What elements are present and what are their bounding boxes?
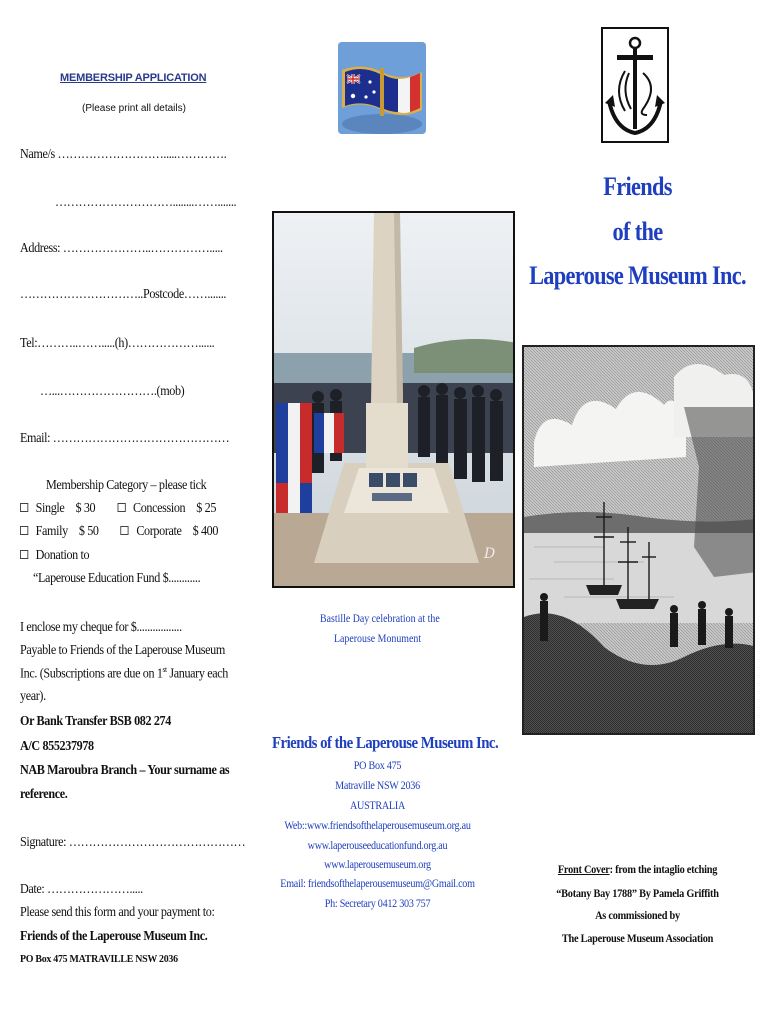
payable-line-1: Payable to Friends of the Laperouse Museum (20, 642, 225, 657)
cover-credit-line-2: “Botany Bay 1788” By Pamela Griffith (556, 886, 719, 900)
cover-title-line-3: Laperouse Museum Inc. (529, 261, 746, 290)
category-heading: Membership Category – please tick (46, 477, 207, 492)
photo-caption-line-2: Laperouse Monument (334, 633, 422, 645)
postcode-field-line: …………………………..Postcode……....... (20, 286, 227, 301)
address-field-line: Address: …………………..……………..... (20, 240, 223, 255)
contact-museum-link[interactable]: www.laperousemuseum.org (324, 859, 431, 871)
cheque-line: I enclose my cheque for $................. (20, 619, 182, 634)
contact-fund-link[interactable]: www.laperouseeducationfund.org.au (307, 840, 448, 852)
checkbox-icon[interactable] (117, 503, 125, 512)
payable-line-3: year). (20, 688, 46, 703)
category-corporate-price: $ 400 (192, 523, 219, 538)
flags-pin-image (338, 42, 426, 134)
bank-line-2: A/C 855237978 (20, 738, 94, 753)
contact-panel (250, 0, 505, 1024)
cover-title-line-2: of the (612, 217, 663, 246)
category-row-2 (20, 523, 218, 539)
svg-text:D: D (484, 546, 496, 562)
category-family-label: Family (35, 523, 68, 538)
send-instruction: Please send this form and your payment to: (20, 904, 215, 919)
contact-po-box: PO Box 475 (353, 760, 402, 772)
name-field-line-1: Name/s ……………………….....…………. (20, 146, 227, 161)
checkbox-icon[interactable] (20, 503, 28, 512)
cover-credit-line-1-text: : from the intaglio etching (609, 862, 718, 876)
cover-panel (505, 0, 770, 1024)
form-title: MEMBERSHIP APPLICATION (60, 72, 207, 84)
org-heading: Friends of the Laperouse Museum Inc. (272, 733, 499, 752)
contact-country: AUSTRALIA (350, 800, 405, 812)
name-field-line-2: …………………………........……....... (55, 194, 237, 209)
payable-line-2-tail: January each (166, 665, 228, 681)
checkbox-icon[interactable] (20, 526, 28, 535)
monument-photo-image (274, 213, 515, 588)
monument-photo (272, 211, 515, 588)
donation-fund-line: “Laperouse Education Fund $............ (33, 570, 201, 585)
checkbox-icon[interactable] (121, 526, 129, 535)
payable-line-2-text: Inc. (Subscriptions are due on 1 (20, 665, 163, 681)
date-field-line: Date: …………………..... (20, 881, 143, 896)
tel-home-field-line: Tel:………..…….....(h)………………...... (20, 335, 215, 350)
payable-line-2 (20, 665, 228, 681)
send-organisation: Friends of the Laperouse Museum Inc. (20, 928, 208, 943)
flags-pin-icon (338, 42, 426, 134)
tel-mobile-field-line: …...…………………….(mob) (40, 383, 185, 398)
anchor-logo-image (603, 29, 667, 141)
send-address: PO Box 475 MATRAVILLE NSW 2036 (20, 953, 178, 965)
cover-credit-line-1 (524, 862, 752, 877)
checkbox-icon[interactable] (20, 550, 28, 559)
bank-line-3: NAB Maroubra Branch – Your surname as (20, 762, 230, 777)
category-family-price: $ 50 (78, 523, 99, 538)
cover-title-line-1: Friends (603, 172, 672, 201)
category-row-1 (20, 500, 216, 516)
category-row-donation (20, 547, 89, 563)
form-subtitle: (Please print all details) (82, 103, 186, 114)
cover-credit-line-4: The Laperouse Museum Association (561, 931, 714, 945)
bank-line-1: Or Bank Transfer BSB 082 274 (20, 713, 171, 728)
category-concession-label: Concession (132, 500, 186, 515)
category-corporate-label: Corporate (136, 523, 182, 538)
membership-form-panel (0, 0, 250, 1024)
category-single-label: Single (35, 500, 65, 515)
email-field-line: Email: ……………………………………… (20, 430, 230, 445)
contact-web-link[interactable]: Web::www.friendsofthelaperousemuseum.org.au (284, 820, 471, 832)
category-single-price: $ 30 (75, 500, 96, 515)
bank-line-4: reference. (20, 786, 68, 801)
anchor-logo-icon (601, 27, 669, 143)
contact-suburb: Matraville NSW 2036 (335, 780, 420, 792)
payable-superscript: st (162, 665, 167, 674)
botany-bay-etching-image (524, 347, 755, 735)
donation-label: Donation to (35, 547, 90, 562)
cover-credit-label: Front Cover (557, 862, 610, 876)
contact-email-link[interactable]: Email: friendsofthelaperousemuseum@Gmail.com (280, 878, 475, 890)
photo-caption-line-1: Bastille Day celebration at the (320, 613, 440, 625)
category-concession-price: $ 25 (196, 500, 217, 515)
cover-credit-line-3: As commissioned by (595, 908, 680, 922)
botany-bay-etching (522, 345, 755, 735)
signature-field-line: Signature: ……………………………………… (20, 834, 246, 849)
contact-phone: Ph: Secretary 0412 303 757 (324, 898, 431, 910)
